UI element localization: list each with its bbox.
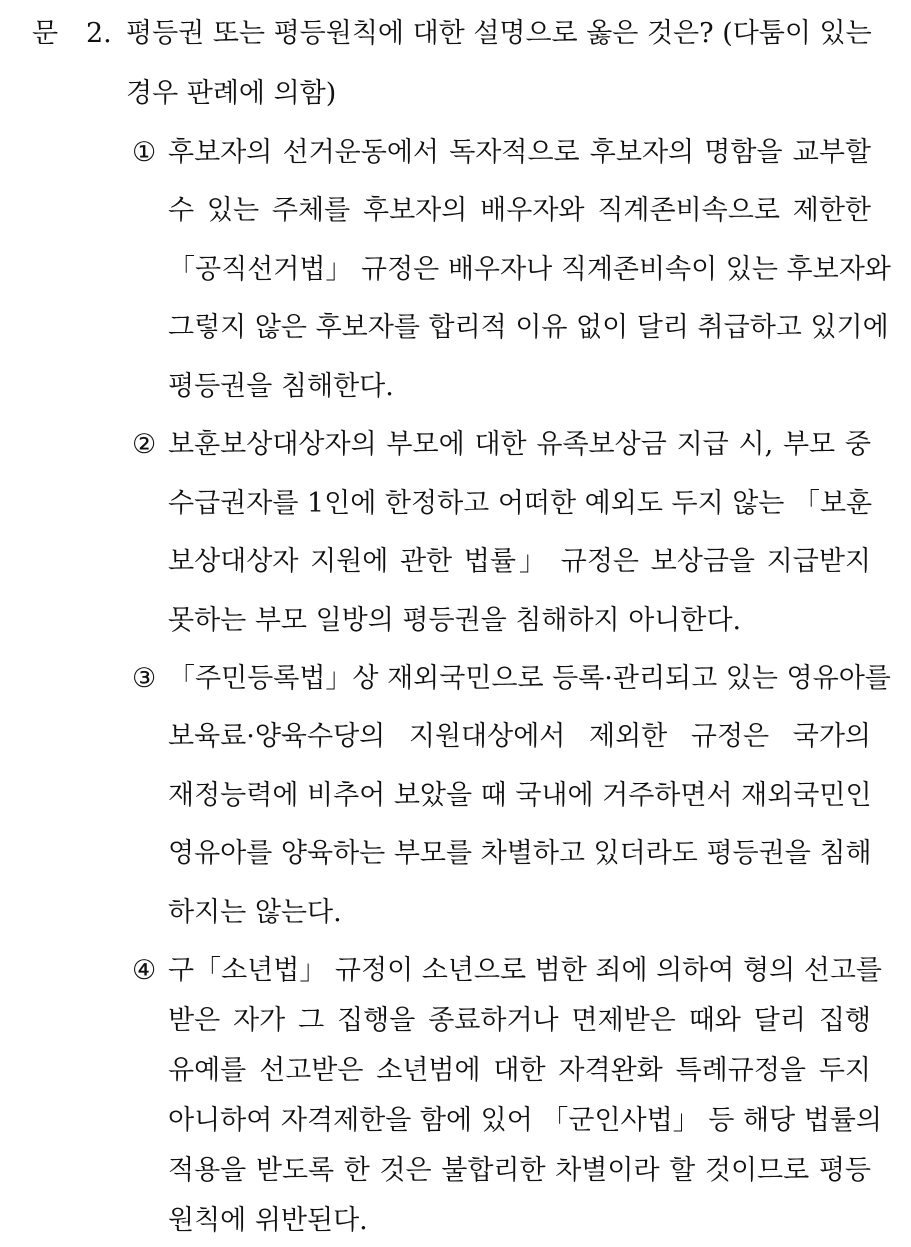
option-2-line: 못하는 부모 일방의 평등권을 침해하지 아니한다.	[168, 605, 742, 636]
option-4-line: 원칙에 위반된다.	[168, 1205, 368, 1236]
option-1-line: 「공직선거법」 규정은 배우자나 직계존비속이 있는 후보자와	[168, 254, 891, 285]
option-1-line: 수 있는 주체를 후보자의 배우자와 직계존비속으로 제한한	[168, 195, 871, 226]
option-2-line: 보훈보상대상자의 부모에 대한 유족보상금 지급 시, 부모 중	[168, 429, 871, 460]
question-label: 문	[32, 18, 59, 49]
option-2-line: 수급권자를 1인에 한정하고 어떠한 예외도 두지 않는 「보훈	[168, 488, 873, 519]
option-1-line: 평등권을 침해한다.	[168, 371, 394, 402]
option-1-line: 후보자의 선거운동에서 독자적으로 후보자의 명함을 교부할	[168, 137, 871, 168]
option-3-line: 재정능력에 비추어 보았을 때 국내에 거주하면서 재외국민인	[168, 780, 872, 811]
option-3-line: 「주민등록법」상 재외국민으로 등록·관리되고 있는 영유아를	[168, 663, 891, 694]
option-4-line: 받은 자가 그 집행을 종료하거나 면제받은 때와 달리 집행	[168, 1005, 871, 1036]
question-stem-line: 경우 판례에 의함)	[126, 78, 337, 109]
option-1-marker: ①	[132, 137, 157, 168]
question-number: 2.	[86, 18, 112, 49]
option-4-line: 적용을 받도록 한 것은 불합리한 차별이라 할 것이므로 평등	[168, 1155, 871, 1186]
option-2-marker: ②	[132, 429, 157, 460]
option-4-marker: ④	[132, 955, 157, 986]
option-4-line: 구「소년법」 규정이 소년으로 범한 죄에 의하여 형의 선고를	[168, 955, 882, 986]
option-3-line: 영유아를 양육하는 부모를 차별하고 있더라도 평등권을 침해	[168, 838, 872, 869]
option-1-line: 그렇지 않은 후보자를 합리적 이유 없이 달리 취급하고 있기에	[168, 312, 889, 343]
question-stem-line: 평등권 또는 평등원칙에 대한 설명으로 옳은 것은? (다툼이 있는	[126, 18, 872, 49]
option-3-line: 하지는 않는다.	[168, 897, 342, 928]
option-3-marker: ③	[132, 663, 157, 694]
option-4-line: 유예를 선고받은 소년범에 대한 자격완화 특례규정을 두지	[168, 1055, 871, 1086]
option-2-line: 보상대상자 지원에 관한 법률」 규정은 보상금을 지급받지	[168, 546, 871, 577]
option-3-line: 보육료·양육수당의 지원대상에서 제외한 규정은 국가의	[168, 721, 871, 752]
option-4-line: 아니하여 자격제한을 함에 있어 「군인사법」 등 해당 법률의	[168, 1105, 882, 1136]
